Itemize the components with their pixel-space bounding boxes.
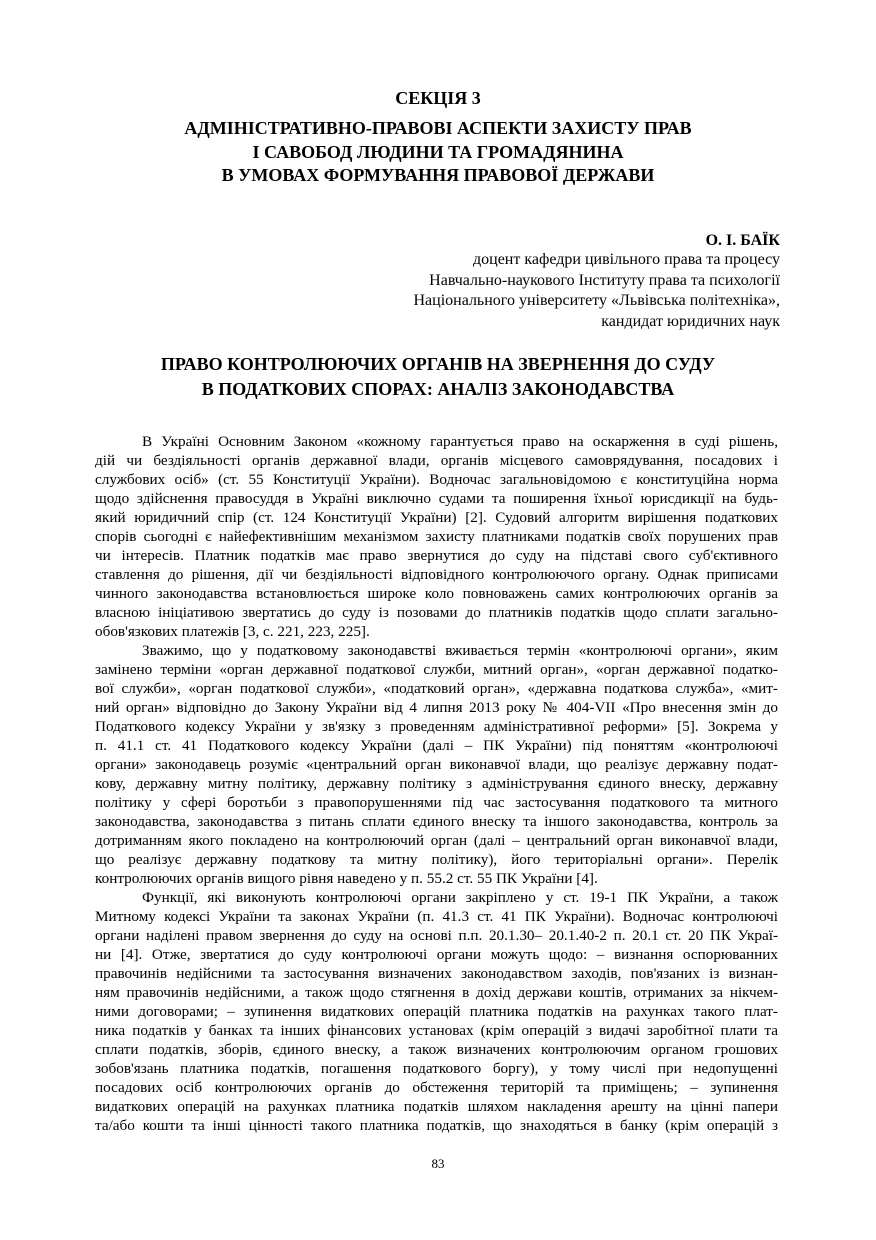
- body-line: замінено терміни «орган державної податкової служби, митний орган», «орган державної податко-: [95, 661, 778, 678]
- body-line: Митному кодексі України та законах України (п. 41.3 ст. 41 ПК України). Водночас контролюючі: [95, 908, 778, 925]
- body-line: дій чи бездіяльності органів державної влади, органів місцевого самоврядування, посадових і: [95, 452, 778, 469]
- body-line: ням правочинів недійсними, а також щодо стягнення в дохід держави коштів, отриманих за нікчем-: [95, 984, 778, 1001]
- body-line: обов'язкових платежів [3, с. 221, 223, 225].: [95, 623, 370, 640]
- author-affiliation: [180, 250, 780, 332]
- body-line: законодавства, законодавства з питань сплати єдиного внеску та іншого законодавства, контроль за: [95, 813, 778, 830]
- section-title-line: І САВОБОД ЛЮДИНИ ТА ГРОМАДЯНИНА: [252, 141, 624, 162]
- section-label: СЕКЦІЯ 3: [395, 88, 481, 108]
- body-line: службових осіб» (ст. 55 Конституції України). Водночас загальновідомою є конституційна норма: [95, 471, 778, 488]
- body-line: ни [4]. Отже, звертатися до суду контролюючі органи можуть щодо: – визнання оспорюванних: [95, 946, 778, 963]
- affiliation-line: кандидат юридичних наук: [601, 312, 780, 330]
- affiliation-line: доцент кафедри цивільного права та процесу: [473, 251, 780, 268]
- body-line: ний орган» відповідно до Закону України від 4 липня 2013 року № 404-VII «Про внесення змін до: [95, 699, 778, 716]
- body-line: правочинів недійсними та застосування визначених законодавством заходів, пов'язаних із визнан-: [95, 965, 778, 982]
- body-line: дотриманням якого покладено на контролюючий орган (далі – центральний орган виконавчої влади,: [95, 832, 778, 849]
- body-line: спорів сьогодні є найефективнішим механізмом захисту платниками податків своїх порушених прав: [95, 528, 778, 545]
- article-title-line: В ПОДАТКОВИХ СПОРАХ: АНАЛІЗ ЗАКОНОДАВСТВА: [201, 379, 675, 399]
- affiliation-line: Навчально-наукового Інституту права та психології: [429, 271, 780, 289]
- body-line: органи» законодавець розуміє «центральний орган виконавчої влади, що реалізує державну подат-: [95, 756, 778, 773]
- body-line: органи наділені правом звернення до суду на основі п.п. 20.1.30– 20.1.40-2 п. 20.1 ст. 20 ПК Украї-: [95, 927, 778, 944]
- body-line: політику у сфері боротьби з правопорушеннями під час застосування податкового та митного: [95, 794, 778, 811]
- body-line: який юридичний спір (ст. 124 Конституції України) [2]. Судовий алгоритм вирішення податкових: [95, 509, 778, 526]
- body-line: що реалізує державну податкову та митну політику), його територіальні органи». Перелік: [95, 851, 778, 868]
- body-line: Податкового кодексу України у зв'язку з проведенням адміністративної реформи» [5]. Зокрема у: [95, 718, 778, 735]
- body-line: сплати податків, зборів, єдиного внеску, а також визначених контролюючим органом грошових: [95, 1041, 778, 1058]
- body-line: ставлення до рішення, дії чи бездіяльності відповідного контролюючого органу. Однак приписами: [95, 566, 778, 583]
- page-number: 83: [431, 1156, 445, 1171]
- body-line: зобов'язань платника податків, погашення податкового боргу), у тому числі при недопущенні: [95, 1060, 778, 1077]
- body-line: чи інтересів. Платник податків має право звернутися до суду на підставі свого суб'єктивного: [95, 547, 778, 564]
- body-line: В Україні Основним Законом «кожному гарантується право на оскарження в суді рішень,: [142, 433, 778, 450]
- body-line: чинного законодавства встановлюється широке коло повноважень самих контролюючих органів за: [95, 585, 778, 602]
- article-title-line: ПРАВО КОНТРОЛЮЮЧИХ ОРГАНІВ НА ЗВЕРНЕННЯ ДО СУДУ: [160, 354, 716, 374]
- body-line: ника податків у банках та інших фінансових установах (крім операцій з видачі заробітної плати та: [95, 1022, 778, 1039]
- article-body: [95, 432, 778, 1135]
- affiliation-line: Національного університету «Львівська політехніка»,: [413, 292, 780, 309]
- body-line: власною ініціативою звертатись до суду із позовами до платників податків щодо сплати загально-: [95, 604, 778, 621]
- article-title: [60, 352, 816, 402]
- body-line: ними договорами; – зупинення видаткових операцій платника податків на рахунках такого плат-: [95, 1003, 778, 1020]
- body-line: Зважимо, що у податковому законодавстві вживається термін «контролюючі органи», яким: [142, 642, 778, 659]
- body-line: кову, державну митну політику, державну політику з адміністрування єдиного внеску, державну: [95, 775, 778, 792]
- section-title-line: В УМОВАХ ФОРМУВАННЯ ПРАВОВОЇ ДЕРЖАВИ: [221, 165, 655, 185]
- body-line: щодо здійснення правосуддя в Україні виключно судами та поширення їхньої юрисдикції на будь-: [95, 490, 778, 507]
- body-line: та/або кошти та інші цінності такого платника податків, що знаходяться в банку (крім операцій з: [95, 1117, 778, 1134]
- body-line: Функції, які виконують контролюючі органи закріплено у ст. 19-1 ПК України, а також: [142, 889, 778, 906]
- body-line: п. 41.1 ст. 41 Податкового кодексу України (далі – ПК України) під поняттям «контролюючі: [95, 737, 778, 754]
- body-line: видаткових операцій на рахунках платника податків шляхом накладення арешту на цінні папери: [95, 1098, 778, 1115]
- section-title: [60, 117, 816, 188]
- author-name: О. І. БАЇК: [705, 232, 780, 249]
- body-line: вої служби», «орган податкової служби», «податковий орган», «державна податкова служба», «мит-: [95, 680, 778, 697]
- section-title-line: АДМІНІСТРАТИВНО-ПРАВОВІ АСПЕКТИ ЗАХИСТУ ПРАВ: [184, 118, 692, 138]
- body-line: контролюючих органів вищого рівня наведено у п. 55.2 ст. 55 ПК України [4].: [95, 870, 598, 887]
- body-line: посадових осіб контролюючих органів до обстеження територій та приміщень; – зупинення: [95, 1079, 778, 1096]
